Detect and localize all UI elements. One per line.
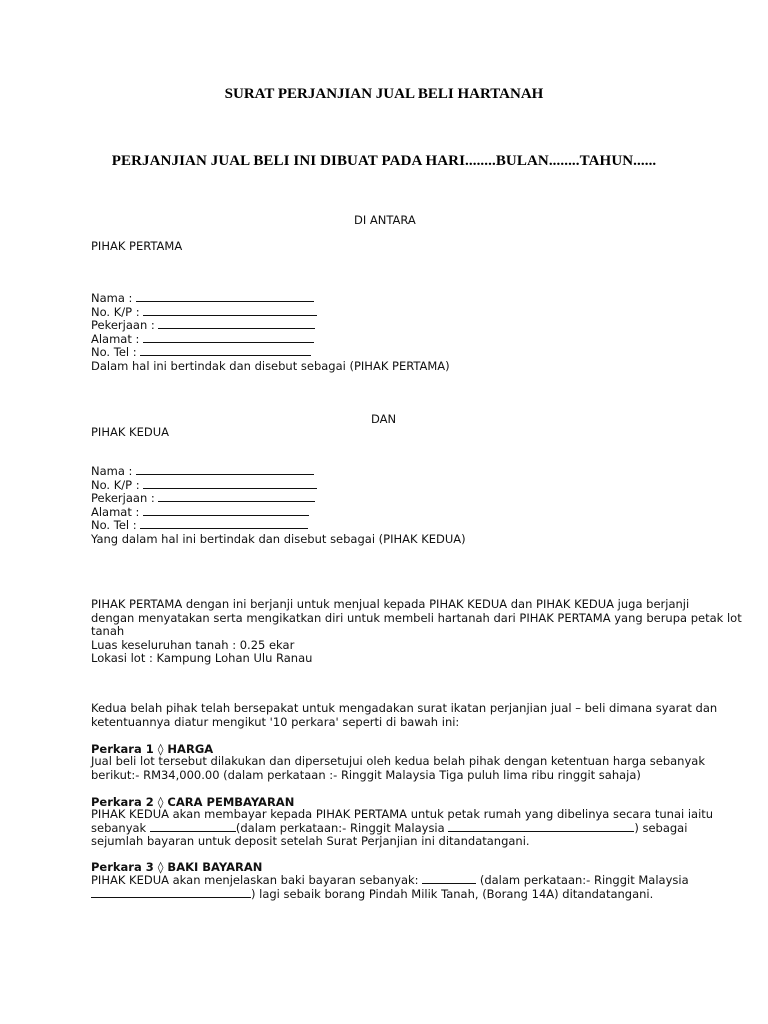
intro-line: dengan menyatakan serta mengikatkan diri untuk membeli hartanah dari PIHAK PERTAMA yang berupa petak lot: [91, 610, 742, 625]
perkara-3-heading: Perkara 3 ◊ BAKI BAYARAN: [91, 860, 263, 874]
blank-line: [136, 465, 314, 475]
perkara-2-heading: Perkara 2 ◊ CARA PEMBAYARAN: [91, 795, 295, 809]
text-fragment: ) sebagai: [634, 820, 688, 835]
perkara-line: PIHAK KEDUA akan membayar kepada PIHAK PERTAMA untuk petak rumah yang dibelinya secara tunai iaitu: [91, 807, 714, 821]
perkara-1-body: [91, 755, 705, 782]
blank-line: [448, 822, 634, 832]
blank-line: [143, 306, 317, 316]
blank-line: [136, 292, 314, 302]
text-fragment: ) lagi sebaik borang Pindah Milik Tanah, (Borang 14A) ditandatangani.: [251, 886, 654, 901]
luas-tanah: Luas keseluruhan tanah : 0.25 ekar: [91, 637, 295, 652]
field-row: [91, 492, 466, 506]
text-fragment: PIHAK KEDUA akan menjelaskan baki bayaran sebanyak:: [91, 873, 419, 887]
field-row: [91, 346, 450, 360]
field-label: No. K/P :: [91, 477, 140, 492]
blank-line: [140, 346, 311, 356]
blank-line: [91, 888, 251, 898]
agreement-line: ketentuannya diatur mengikut '10 perkara' seperti di bawah ini:: [91, 714, 460, 729]
pihak-pertama-note: Dalam hal ini bertindak dan disebut sebagai (PIHAK PERTAMA): [91, 358, 450, 373]
intro-line: tanah: [91, 624, 125, 639]
text-fragment: sebanyak: [91, 820, 147, 835]
pihak-pertama-fields: [91, 292, 450, 374]
document-title: SURAT PERJANJIAN JUAL BELI HARTANAH: [224, 86, 544, 102]
field-label: Alamat :: [91, 504, 140, 519]
di-antara-label: DI ANTARA: [354, 213, 416, 227]
text-fragment: (dalam perkataan:- Ringgit Malaysia: [479, 873, 689, 887]
field-row: [91, 506, 466, 520]
field-row: [91, 479, 466, 493]
pihak-kedua-heading: PIHAK KEDUA: [91, 425, 169, 439]
blank-line: [158, 319, 315, 329]
dan-label: DAN: [371, 412, 397, 426]
perkara-line: berikut:- RM34,000.00 (dalam perkataan :- Ringgit Malaysia Tiga puluh lima ribu ringgit sahaja): [91, 767, 641, 782]
field-label: No. K/P :: [91, 304, 140, 319]
intro-paragraph: [91, 598, 742, 666]
pihak-kedua-fields: [91, 465, 466, 547]
field-row: [91, 306, 450, 320]
perkara-3-body: [91, 874, 689, 901]
field-label: No. Tel :: [91, 518, 137, 533]
document-subtitle: PERJANJIAN JUAL BELI INI DIBUAT PADA HARI........BULAN........TAHUN......: [111, 153, 657, 169]
field-label: Pekerjaan :: [91, 491, 155, 506]
field-label: Pekerjaan :: [91, 318, 155, 333]
perkara-line: Jual beli lot tersebut dilakukan dan dipersetujui oleh kedua belah pihak dengan ketentuan harga sebanyak: [91, 754, 705, 768]
perkara-line: [91, 888, 689, 902]
blank-line: [143, 333, 314, 343]
blank-line: [150, 822, 236, 832]
agreement-paragraph: [91, 702, 717, 729]
perkara-line: [91, 822, 713, 836]
field-label: Nama :: [91, 464, 133, 478]
blank-line: [143, 479, 317, 489]
field-row: [91, 519, 466, 533]
lokasi-lot: Lokasi lot : Kampung Lohan Ulu Ranau: [91, 651, 313, 666]
field-label: Nama :: [91, 291, 133, 305]
blank-line: [143, 506, 309, 516]
blank-line: [158, 492, 315, 502]
field-label: Alamat :: [91, 331, 140, 346]
field-row: [91, 292, 450, 306]
perkara-2-body: [91, 808, 713, 849]
blank-line: [140, 519, 308, 529]
pihak-kedua-note: Yang dalam hal ini bertindak dan disebut sebagai (PIHAK KEDUA): [91, 531, 466, 546]
field-label: No. Tel :: [91, 345, 137, 360]
text-fragment: (dalam perkataan:- Ringgit Malaysia: [235, 820, 445, 835]
field-row: [91, 333, 450, 347]
field-row: [91, 319, 450, 333]
blank-line: [422, 874, 476, 884]
pihak-pertama-heading: PIHAK PERTAMA: [91, 239, 183, 253]
agreement-line: Kedua belah pihak telah bersepakat untuk mengadakan surat ikatan perjanjian jual – beli dimana syarat dan: [91, 701, 718, 715]
perkara-1-heading: Perkara 1 ◊ HARGA: [91, 742, 214, 756]
intro-line: PIHAK PERTAMA dengan ini berjanji untuk menjual kepada PIHAK KEDUA dan PIHAK KEDUA juga berjanji: [91, 597, 690, 611]
field-row: [91, 465, 466, 479]
perkara-line: sejumlah bayaran untuk deposit setelah Surat Perjanjian ini ditandatangani.: [91, 834, 530, 849]
perkara-line: [91, 874, 689, 888]
